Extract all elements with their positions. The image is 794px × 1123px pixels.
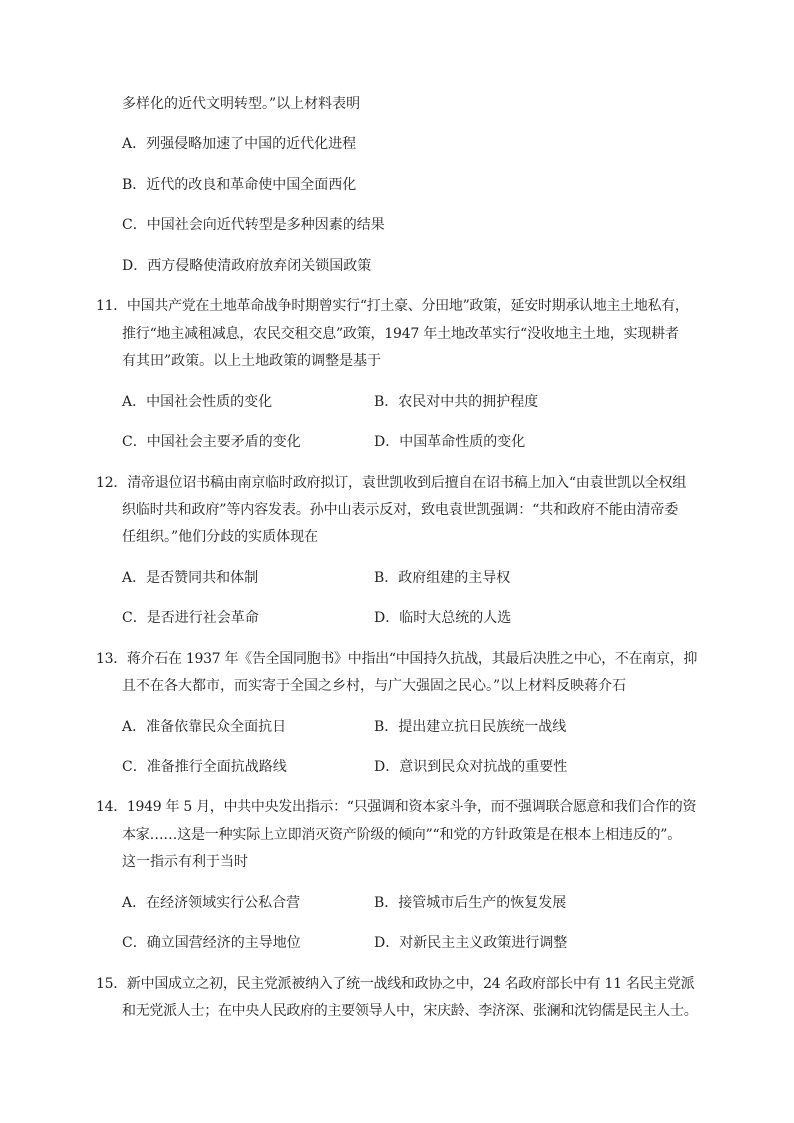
q11-stem-line-2: 推行“地主减租减息，农民交租交息”政策，1947 年土地改革实行“没收地主土地，实现耕者 [122, 326, 679, 342]
q14-stem-line-3: 这一指示有利于当时 [122, 854, 248, 870]
q13-stem-line-2: 且不在各大都市，而实寄于全国之乡村，与广大强固之民心。”以上材料反映蒋介石 [122, 678, 627, 694]
q11-stem-line-3: 有其田”政策。以上土地政策的调整是基于 [122, 353, 382, 369]
q14-stem-line-1: 14．1949 年 5 月，中共中央发出指示：“只强调和资本家斗争，而不强调联合愿意和我们合作的资 [96, 799, 697, 815]
q13-option-d: D．意识到民众对抗战的重要性 [374, 759, 568, 775]
q12-option-c: C．是否进行社会革命 [122, 610, 259, 626]
q10-option-a: A．列强侵略加速了中国的近代化进程 [122, 136, 357, 152]
q13-option-c: C．准备推行全面抗战路线 [122, 759, 287, 775]
q12-stem-line-2: 织临时共和政府”等内容发表。孙中山表示反对，致电袁世凯强调：“共和政府不能由清帝委 [122, 502, 679, 518]
q14-option-a: A．在经济领域实行公私合营 [122, 895, 301, 911]
q12-stem-line-3: 任组织。”他们分歧的实质体现在 [122, 529, 319, 545]
q13-option-a: A．准备依靠民众全面抗日 [122, 719, 287, 735]
q10-stem-tail: 多样化的近代文明转型。”以上材料表明 [122, 96, 361, 112]
q13-stem-line-1: 13．蒋介石在 1937 年《告全国同胞书》中指出“中国持久抗战，其最后决胜之中心，不在南京，抑 [96, 651, 698, 667]
q14-option-d: D．对新民主主义政策进行调整 [374, 935, 568, 951]
q14-option-b: B．接管城市后生产的恢复发展 [374, 895, 567, 911]
q12-option-d: D．临时大总统的人选 [374, 610, 512, 626]
q12-option-b: B．政府组建的主导权 [374, 570, 511, 586]
q12-option-a: A．是否赞同共和体制 [122, 570, 259, 586]
q13-option-b: B．提出建立抗日民族统一战线 [374, 719, 567, 735]
q15-stem-line-2: 和无党派人士；在中央人民政府的主要领导人中，宋庆龄、李济深、张澜和沈钧儒是民主人士。 [122, 1003, 698, 1019]
q10-option-d: D．西方侵略使清政府放弃闭关锁国政策 [122, 258, 372, 274]
q11-stem-line-1: 11．中国共产党在土地革命战争时期曾实行“打土豪、分田地”政策，延安时期承认地主土地私有， [96, 298, 689, 314]
q11-option-a: A．中国社会性质的变化 [122, 394, 273, 410]
q11-option-c: C．中国社会主要矛盾的变化 [122, 434, 301, 450]
q10-option-c: C．中国社会向近代转型是多种因素的结果 [122, 217, 385, 233]
q11-option-d: D．中国革命性质的变化 [374, 434, 526, 450]
q10-option-b: B．近代的改良和革命使中国全面西化 [122, 177, 357, 193]
q11-option-b: B．农民对中共的拥护程度 [374, 394, 539, 410]
q14-option-c: C．确立国营经济的主导地位 [122, 935, 301, 951]
q12-stem-line-1: 12．清帝退位诏书稿由南京临时政府拟订，袁世凯收到后擅自在诏书稿上加入“由袁世凯以全权组 [96, 475, 687, 491]
q14-stem-line-2: 本家……这是一种实际上立即消灭资产阶级的倾向”“和党的方针政策是在根本上相违反的”。 [122, 827, 682, 843]
q15-stem-line-1: 15．新中国成立之初，民主党派被纳入了统一战线和政协之中，24 名政府部长中有 11 名民主党派 [96, 976, 695, 992]
